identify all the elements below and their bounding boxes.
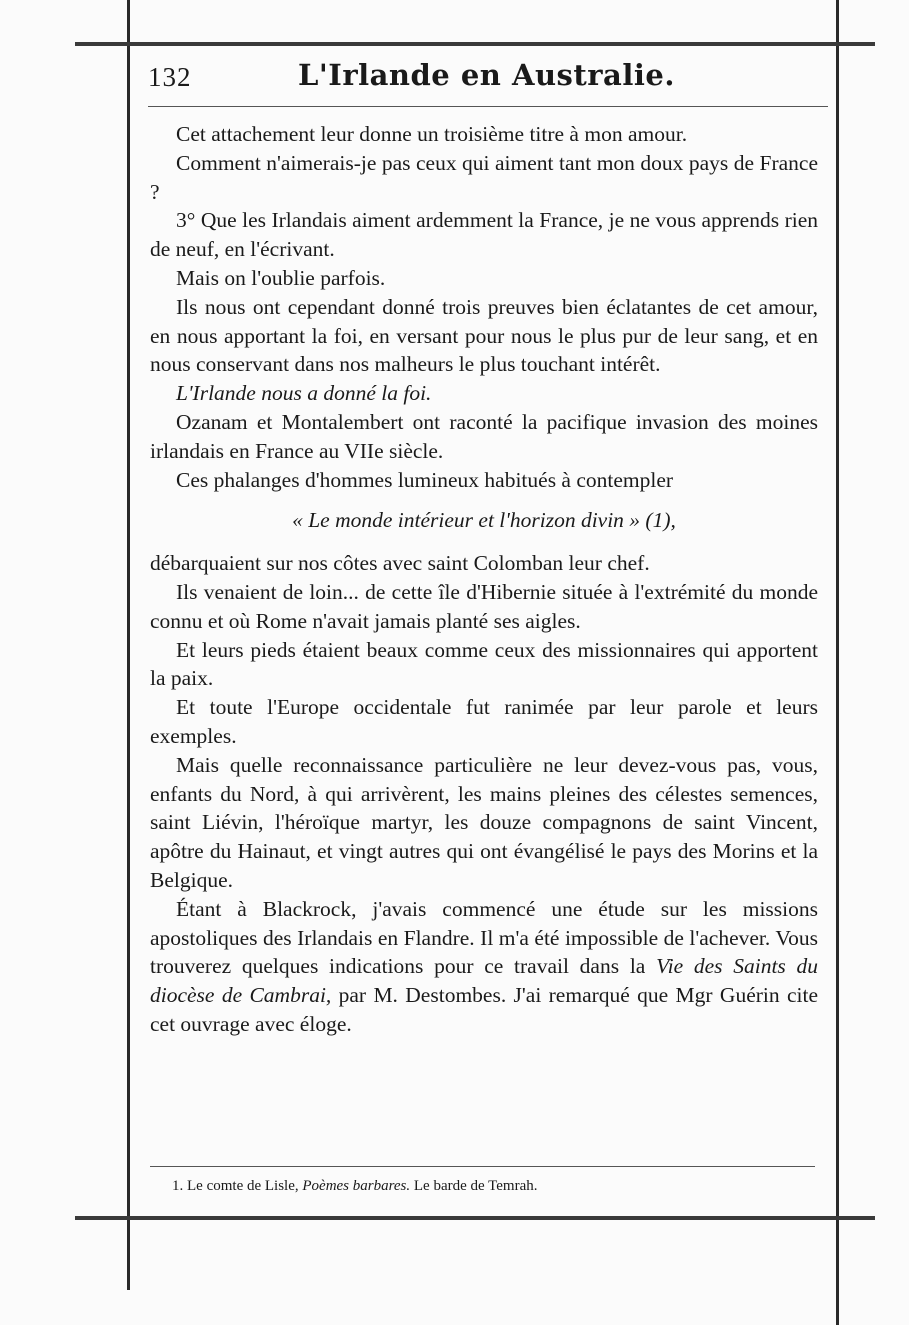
paragraph-text: Étant à Blackrock, j'avais commencé une étude sur les missions apostoliques des Irlandais en Flandre. Il m'a été impossible de l'achever. Vous trouverez quelques indications pour ce travail dans la xyxy=(150,896,818,979)
page-number: 132 xyxy=(148,62,192,92)
paragraph: 3° Que les Irlandais aiment ardemment la France, je ne vous apprends rien de neuf, en l'écrivant. xyxy=(150,208,818,262)
paragraph: Ils nous ont cependant donné trois preuves bien éclatantes de cet amour, en nous apportant la foi, en versant pour nous le plus pur de leur sang, et en nous conservant dans nos malheurs le plus touchant intérêt. xyxy=(150,294,818,377)
paragraph: Et toute l'Europe occidentale fut ranimée par leur parole et leurs exemples. xyxy=(150,695,818,748)
book-title-citation: Vie des Saints du diocèse de Cambrai, xyxy=(150,954,819,1008)
page-edge-left-line xyxy=(127,0,130,1290)
paragraph: Mais quelle reconnaissance particulière ne leur devez-vous pas, vous, enfants du Nord, à qui arrivèrent, les mains pleines des célestes semences, saint Liévin, l'héroïque martyr, les douze compagnons de saint Vincent, apôtre du Hainaut, et vingt autres qui ont évangélisé le pays des Morins et la Belgique. xyxy=(150,752,818,892)
header-rule xyxy=(148,106,828,107)
running-title: L'Irlande en Australie. xyxy=(298,58,675,92)
footnote xyxy=(172,1178,812,1195)
footnote-text: Le barde de Temrah. xyxy=(410,1178,538,1194)
top-border-rule xyxy=(75,42,875,46)
italic-heading-paragraph: L'Irlande nous a donné la foi. xyxy=(176,381,432,406)
paragraph: débarquaient sur nos côtes avec saint Colomban leur chef. xyxy=(150,551,650,576)
body-text xyxy=(150,120,818,1039)
footnote-marker: 1. xyxy=(172,1178,184,1194)
footnote-book-title: Poèmes barbares. xyxy=(302,1178,411,1194)
paragraph: Ils venaient de loin... de cette île d'Hibernie située à l'extrémité du monde connu et où Rome n'avait jamais planté ses aigles. xyxy=(150,579,818,633)
paragraph: Comment n'aimerais-je pas ceux qui aiment tant mon doux pays de France ? xyxy=(150,150,818,204)
verse-quote: « Le monde intérieur et l'horizon divin » (1), xyxy=(292,508,676,533)
paragraph-text: par M. Destombes. J'ai remarqué que Mgr Guérin cite cet ouvrage avec éloge. xyxy=(150,983,819,1036)
paragraph: Mais on l'oublie parfois. xyxy=(176,265,386,290)
bottom-border-rule xyxy=(75,1216,875,1220)
paragraph-with-citation xyxy=(150,895,818,1039)
paragraph: Et leurs pieds étaient beaux comme ceux des missionnaires qui apportent la paix. xyxy=(150,637,818,691)
footnote-text: Le comte de Lisle, xyxy=(187,1178,303,1194)
page-edge-right-line xyxy=(836,0,839,1325)
paragraph: Ozanam et Montalembert ont raconté la pacifique invasion des moines irlandais en France au VIIe siècle. xyxy=(150,409,818,463)
paragraph: Cet attachement leur donne un troisième titre à mon amour. xyxy=(176,122,688,146)
footnote-rule xyxy=(150,1166,815,1167)
page-header xyxy=(148,58,828,102)
paragraph: Ces phalanges d'hommes lumineux habitués à contempler xyxy=(176,467,674,492)
